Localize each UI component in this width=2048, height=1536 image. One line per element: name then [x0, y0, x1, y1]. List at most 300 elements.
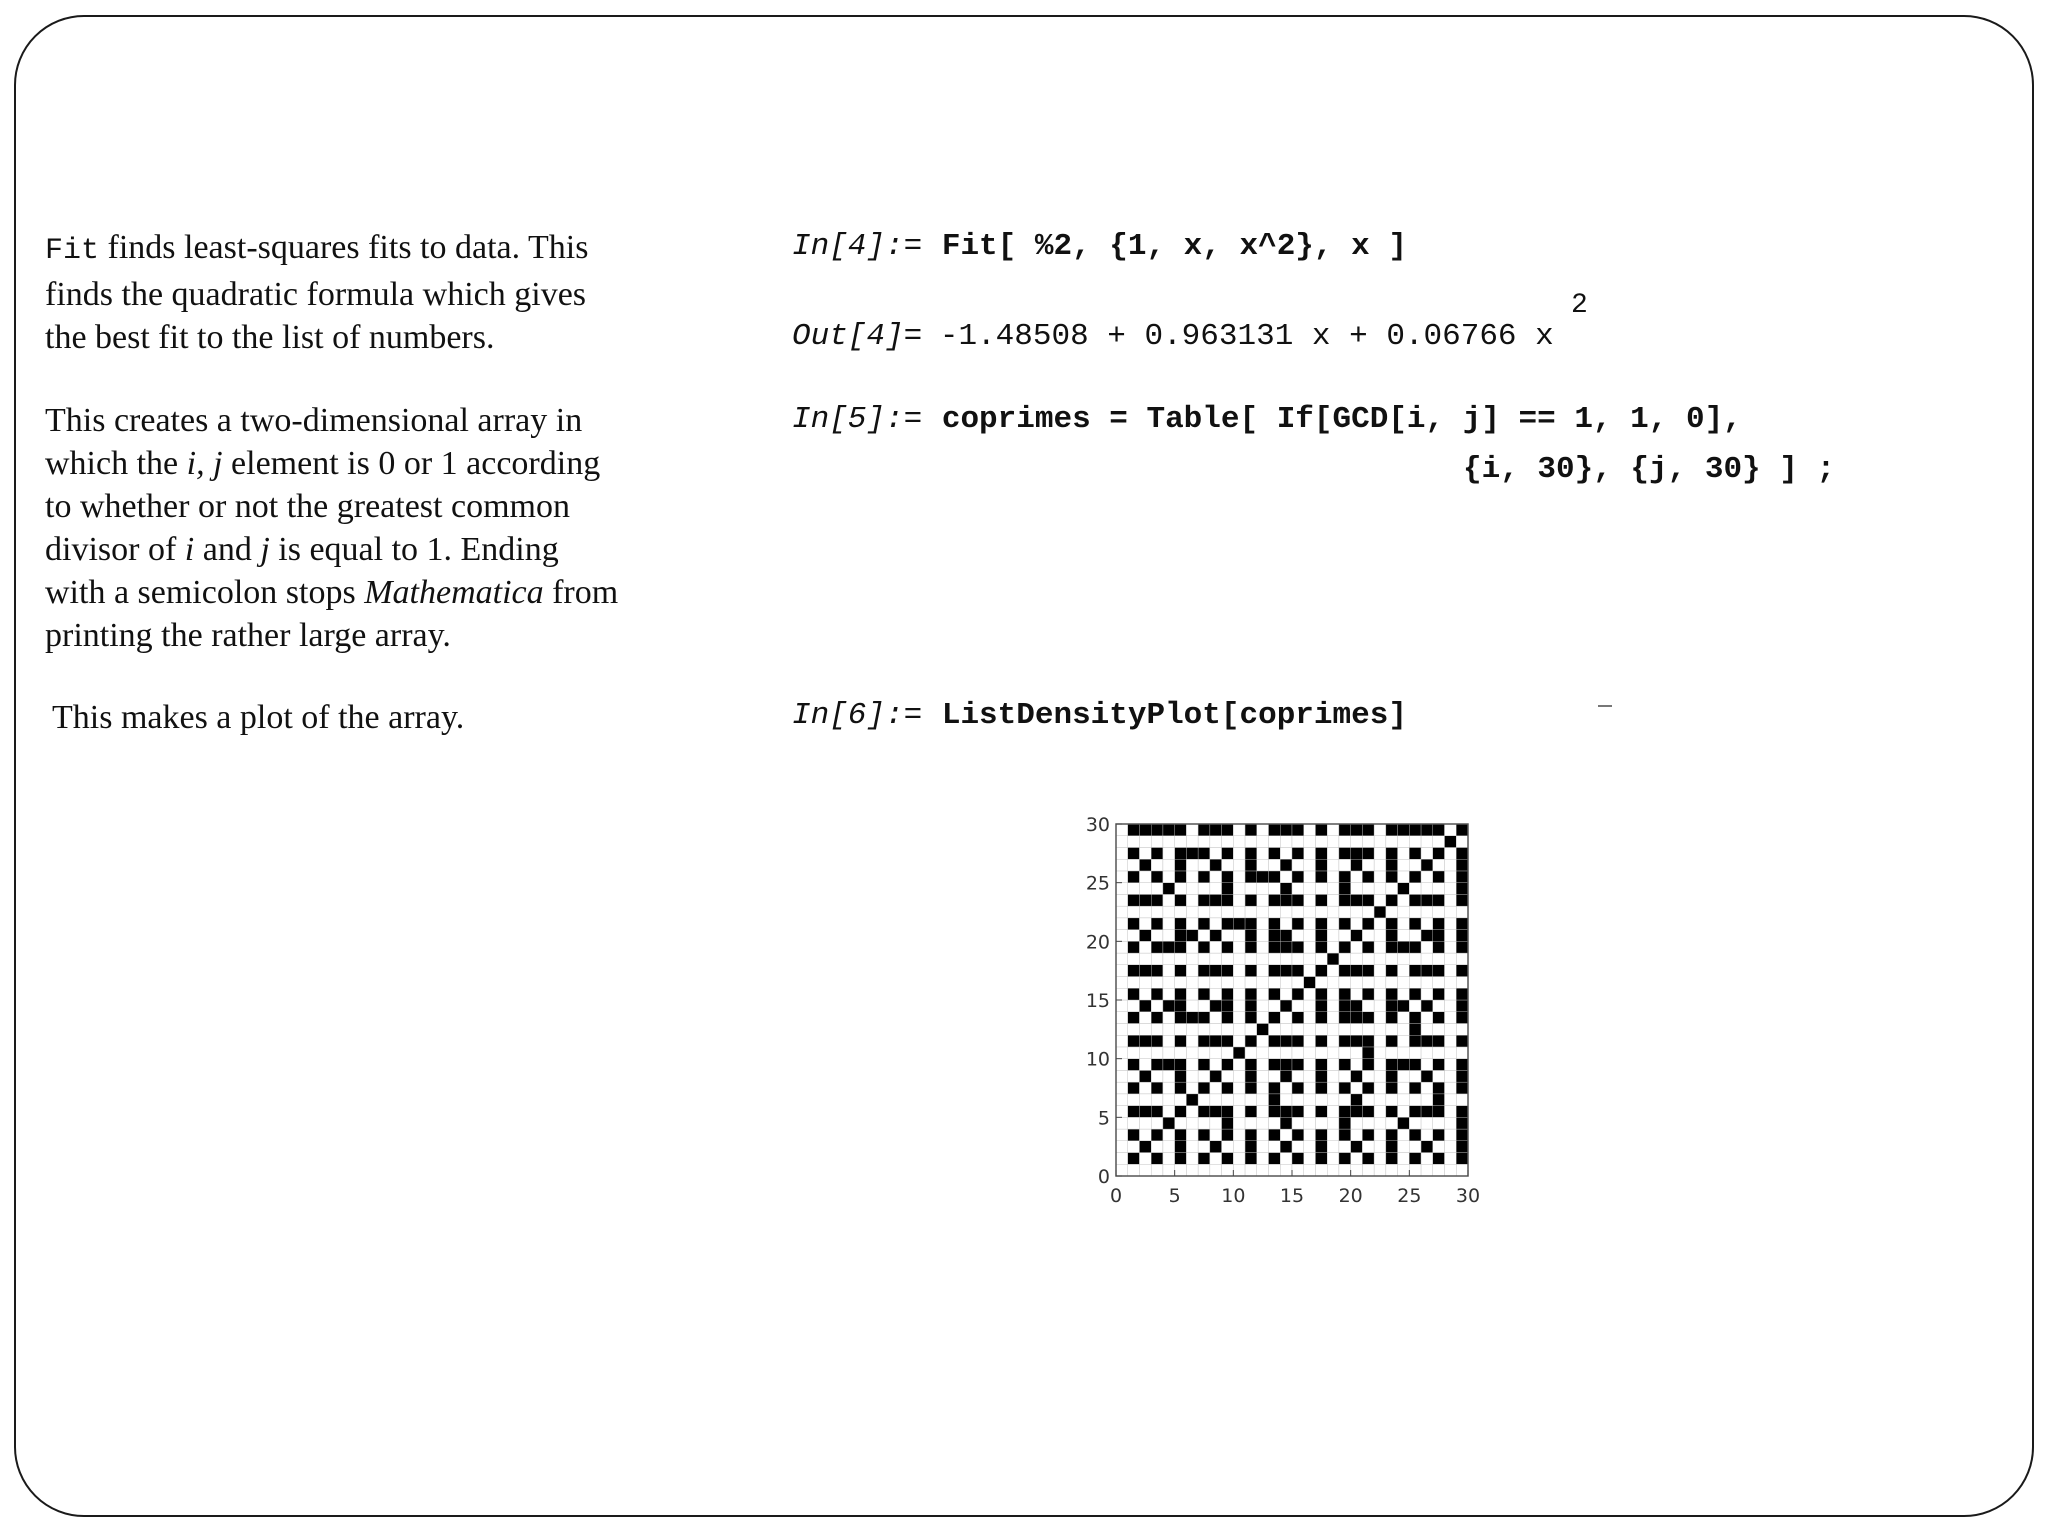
- heatmap-cell: [1386, 906, 1398, 918]
- heatmap-cell: [1222, 1117, 1234, 1129]
- heatmap-cell: [1386, 1000, 1398, 1012]
- heatmap-cell: [1339, 965, 1351, 977]
- heatmap-cell: [1139, 988, 1151, 1000]
- heatmap-cell: [1175, 1059, 1187, 1071]
- heatmap-cell: [1362, 1070, 1374, 1082]
- heatmap-cell: [1116, 1012, 1128, 1024]
- heatmap-cell: [1327, 1070, 1339, 1082]
- heatmap-cell: [1351, 953, 1363, 965]
- heatmap-cell: [1245, 1094, 1257, 1106]
- heatmap-cell: [1198, 1070, 1210, 1082]
- heatmap-cell: [1175, 930, 1187, 942]
- heatmap-cell: [1351, 965, 1363, 977]
- heatmap-cell: [1433, 988, 1445, 1000]
- heatmap-cell: [1163, 1035, 1175, 1047]
- heatmap-cell: [1409, 871, 1421, 883]
- heatmap-cell: [1116, 1070, 1128, 1082]
- heatmap-cell: [1374, 894, 1386, 906]
- heatmap-cell: [1386, 824, 1398, 836]
- heatmap-cell: [1210, 1141, 1222, 1153]
- heatmap-cell: [1128, 894, 1140, 906]
- heatmap-cell: [1198, 871, 1210, 883]
- heatmap-cell: [1198, 1047, 1210, 1059]
- heatmap-cell: [1292, 988, 1304, 1000]
- y-tick-label: 20: [1085, 931, 1110, 954]
- heatmap-cell: [1304, 883, 1316, 895]
- heatmap-cell: [1398, 836, 1410, 848]
- heatmap-cell: [1163, 871, 1175, 883]
- heatmap-cell: [1433, 871, 1445, 883]
- heatmap-cell: [1327, 1117, 1339, 1129]
- heatmap-cell: [1163, 1023, 1175, 1035]
- heatmap-cell: [1362, 1035, 1374, 1047]
- input-cell-6[interactable]: [792, 698, 1407, 733]
- heatmap-cell: [1163, 1000, 1175, 1012]
- heatmap-cell: [1163, 941, 1175, 953]
- heatmap-cell: [1151, 1047, 1163, 1059]
- heatmap-cell: [1269, 1153, 1281, 1165]
- heatmap-cell: [1362, 847, 1374, 859]
- heatmap-cell: [1269, 1047, 1281, 1059]
- heatmap-cell: [1351, 871, 1363, 883]
- heatmap-cell: [1398, 977, 1410, 989]
- heatmap-cell: [1445, 988, 1457, 1000]
- heatmap-cell: [1351, 1141, 1363, 1153]
- heatmap-cell: [1421, 1059, 1433, 1071]
- heatmap-cell: [1128, 1012, 1140, 1024]
- heatmap-cell: [1198, 988, 1210, 1000]
- heatmap-cell: [1386, 1129, 1398, 1141]
- heatmap-cell: [1362, 965, 1374, 977]
- heatmap-cell: [1257, 930, 1269, 942]
- heatmap-cell: [1304, 1023, 1316, 1035]
- heatmap-cell: [1304, 1047, 1316, 1059]
- heatmap-cell: [1445, 918, 1457, 930]
- heatmap-cell: [1292, 941, 1304, 953]
- heatmap-cell: [1151, 1012, 1163, 1024]
- description-run: This makes a plot of the array.: [52, 699, 465, 736]
- heatmap-cell: [1151, 1117, 1163, 1129]
- heatmap-cell: [1456, 930, 1468, 942]
- heatmap-cell: [1398, 824, 1410, 836]
- heatmap-cell: [1445, 906, 1457, 918]
- heatmap-cell: [1304, 1094, 1316, 1106]
- heatmap-cell: [1374, 824, 1386, 836]
- heatmap-cell: [1186, 1153, 1198, 1165]
- heatmap-cell: [1139, 894, 1151, 906]
- heatmap-cell: [1409, 918, 1421, 930]
- heatmap-cell: [1116, 1082, 1128, 1094]
- heatmap-cell: [1327, 1129, 1339, 1141]
- heatmap-cell: [1151, 1059, 1163, 1071]
- heatmap-cell: [1351, 1117, 1363, 1129]
- heatmap-cell: [1315, 836, 1327, 848]
- heatmap-cell: [1362, 1141, 1374, 1153]
- heatmap-cell: [1315, 1000, 1327, 1012]
- heatmap-cell: [1151, 847, 1163, 859]
- heatmap-cell: [1198, 1094, 1210, 1106]
- heatmap-cell: [1456, 871, 1468, 883]
- input-cell-4[interactable]: [792, 229, 1407, 264]
- heatmap-cell: [1386, 1106, 1398, 1118]
- heatmap-cell: [1456, 1035, 1468, 1047]
- heatmap-cell: [1245, 1106, 1257, 1118]
- heatmap-cell: [1257, 1129, 1269, 1141]
- x-tick-label: 10: [1221, 1185, 1246, 1207]
- heatmap-cell: [1257, 883, 1269, 895]
- heatmap-cell: [1339, 1000, 1351, 1012]
- heatmap-cell: [1257, 1023, 1269, 1035]
- heatmap-cell: [1292, 883, 1304, 895]
- heatmap-cell: [1116, 1129, 1128, 1141]
- x-tick-label: 5: [1168, 1185, 1181, 1207]
- heatmap-cell: [1421, 1164, 1433, 1176]
- input-code: ListDensityPlot[coprimes]: [941, 698, 1407, 733]
- x-tick-label: 0: [1109, 1185, 1123, 1207]
- heatmap-cell: [1362, 941, 1374, 953]
- heatmap-cell: [1116, 894, 1128, 906]
- input-cell-5[interactable]: [792, 402, 1742, 437]
- heatmap-cell: [1210, 836, 1222, 848]
- heatmap-cell: [1257, 859, 1269, 871]
- heatmap-cell: [1421, 941, 1433, 953]
- heatmap-cell: [1374, 1000, 1386, 1012]
- heatmap-cell: [1292, 1023, 1304, 1035]
- heatmap-cell: [1315, 965, 1327, 977]
- heatmap-cell: [1210, 1023, 1222, 1035]
- heatmap-cell: [1198, 930, 1210, 942]
- heatmap-cell: [1163, 883, 1175, 895]
- heatmap-cell: [1280, 1153, 1292, 1165]
- heatmap-cell: [1292, 836, 1304, 848]
- heatmap-cell: [1222, 847, 1234, 859]
- heatmap-cell: [1257, 1141, 1269, 1153]
- heatmap-cell: [1198, 1035, 1210, 1047]
- heatmap-cell: [1245, 871, 1257, 883]
- heatmap-cell: [1186, 977, 1198, 989]
- heatmap-cell: [1257, 836, 1269, 848]
- heatmap-cell: [1269, 1117, 1281, 1129]
- heatmap-cell: [1292, 965, 1304, 977]
- heatmap-cell: [1269, 1164, 1281, 1176]
- heatmap-cell: [1257, 1059, 1269, 1071]
- heatmap-cell: [1445, 1164, 1457, 1176]
- heatmap-cell: [1163, 1106, 1175, 1118]
- heatmap-cell: [1315, 883, 1327, 895]
- heatmap-cell: [1445, 883, 1457, 895]
- heatmap-cell: [1398, 1141, 1410, 1153]
- heatmap-cell: [1339, 988, 1351, 1000]
- heatmap-cell: [1175, 941, 1187, 953]
- heatmap-cell: [1421, 965, 1433, 977]
- heatmap-cell: [1421, 988, 1433, 1000]
- heatmap-cell: [1339, 824, 1351, 836]
- heatmap-cell: [1233, 1082, 1245, 1094]
- heatmap-cell: [1269, 1059, 1281, 1071]
- heatmap-cell: [1386, 1047, 1398, 1059]
- heatmap-cell: [1386, 1012, 1398, 1024]
- heatmap-cell: [1175, 859, 1187, 871]
- heatmap-cell: [1456, 1070, 1468, 1082]
- heatmap-cell: [1409, 1070, 1421, 1082]
- heatmap-cell: [1433, 824, 1445, 836]
- heatmap-cell: [1128, 871, 1140, 883]
- heatmap-cell: [1456, 1023, 1468, 1035]
- heatmap-cell: [1186, 859, 1198, 871]
- x-tick-label: 20: [1338, 1185, 1363, 1207]
- heatmap-cell: [1245, 1047, 1257, 1059]
- heatmap-cell: [1433, 1059, 1445, 1071]
- heatmap-cell: [1421, 871, 1433, 883]
- heatmap-cell: [1198, 859, 1210, 871]
- heatmap-cell: [1116, 1141, 1128, 1153]
- heatmap-cell: [1186, 1000, 1198, 1012]
- plot-description-text: [52, 696, 464, 739]
- heatmap-cell: [1362, 1106, 1374, 1118]
- heatmap-cell: [1116, 1164, 1128, 1176]
- heatmap-cell: [1315, 1106, 1327, 1118]
- heatmap-cell: [1433, 1153, 1445, 1165]
- heatmap-cell: [1315, 906, 1327, 918]
- heatmap-cell: [1456, 1094, 1468, 1106]
- heatmap-cell: [1374, 1106, 1386, 1118]
- heatmap-cell: [1409, 1129, 1421, 1141]
- heatmap-cell: [1245, 836, 1257, 848]
- heatmap-cell: [1280, 1070, 1292, 1082]
- heatmap-cell: [1198, 883, 1210, 895]
- heatmap-cell: [1386, 1035, 1398, 1047]
- heatmap-cell: [1421, 883, 1433, 895]
- description-run: i, j: [186, 445, 223, 482]
- heatmap-cell: [1175, 906, 1187, 918]
- heatmap-cell: [1210, 871, 1222, 883]
- heatmap-cell: [1386, 883, 1398, 895]
- heatmap-cell: [1445, 1129, 1457, 1141]
- heatmap-cell: [1163, 1047, 1175, 1059]
- heatmap-cell: [1175, 1117, 1187, 1129]
- heatmap-cell: [1339, 918, 1351, 930]
- heatmap-cell: [1139, 1047, 1151, 1059]
- heatmap-cell: [1186, 953, 1198, 965]
- heatmap-cell: [1269, 918, 1281, 930]
- heatmap-cell: [1339, 1164, 1351, 1176]
- heatmap-cell: [1198, 906, 1210, 918]
- heatmap-cell: [1292, 1153, 1304, 1165]
- heatmap-cell: [1245, 1082, 1257, 1094]
- heatmap-cell: [1292, 859, 1304, 871]
- heatmap-cell: [1456, 1059, 1468, 1071]
- heatmap-cell: [1280, 988, 1292, 1000]
- heatmap-cell: [1233, 1035, 1245, 1047]
- heatmap-cell: [1315, 1129, 1327, 1141]
- heatmap-cell: [1128, 1059, 1140, 1071]
- heatmap-cell: [1456, 941, 1468, 953]
- heatmap-cell: [1445, 1000, 1457, 1012]
- heatmap-cell: [1315, 1035, 1327, 1047]
- heatmap-cell: [1210, 1094, 1222, 1106]
- heatmap-cell: [1327, 1035, 1339, 1047]
- heatmap-cell: [1222, 1153, 1234, 1165]
- heatmap-cell: [1398, 883, 1410, 895]
- heatmap-cell: [1128, 1164, 1140, 1176]
- heatmap-cell: [1386, 847, 1398, 859]
- heatmap-cell: [1398, 1070, 1410, 1082]
- heatmap-cell: [1175, 847, 1187, 859]
- heatmap-cell: [1198, 1164, 1210, 1176]
- heatmap-cell: [1163, 847, 1175, 859]
- heatmap-cell: [1233, 1047, 1245, 1059]
- heatmap-cell: [1116, 1047, 1128, 1059]
- heatmap-cell: [1362, 883, 1374, 895]
- heatmap-cell: [1233, 941, 1245, 953]
- heatmap-cell: [1257, 906, 1269, 918]
- heatmap-cell: [1374, 1094, 1386, 1106]
- heatmap-cell: [1433, 1117, 1445, 1129]
- heatmap-cell: [1257, 918, 1269, 930]
- description-run: with a semicolon stops: [45, 574, 365, 611]
- plot-description: [52, 696, 464, 739]
- description-run: j: [260, 531, 270, 568]
- heatmap-cell: [1257, 1164, 1269, 1176]
- description-run: which the: [45, 445, 187, 482]
- heatmap-cell: [1292, 1070, 1304, 1082]
- heatmap-cell: [1433, 894, 1445, 906]
- heatmap-cell: [1139, 871, 1151, 883]
- heatmap-cell: [1351, 1153, 1363, 1165]
- heatmap-cell: [1456, 836, 1468, 848]
- heatmap-cell: [1433, 1164, 1445, 1176]
- heatmap-cell: [1175, 965, 1187, 977]
- heatmap-cell: [1362, 953, 1374, 965]
- heatmap-cell: [1151, 1082, 1163, 1094]
- heatmap-cell: [1280, 1106, 1292, 1118]
- output-exponent: 2: [1571, 290, 1588, 321]
- description-run: Mathematica: [364, 574, 544, 611]
- heatmap-cell: [1151, 1106, 1163, 1118]
- heatmap-cell: [1222, 1164, 1234, 1176]
- heatmap-cell: [1292, 977, 1304, 989]
- heatmap-cell: [1245, 894, 1257, 906]
- heatmap-cell: [1210, 988, 1222, 1000]
- heatmap-cell: [1445, 894, 1457, 906]
- heatmap-cell: [1445, 1047, 1457, 1059]
- heatmap-cell: [1257, 1035, 1269, 1047]
- heatmap-cell: [1139, 847, 1151, 859]
- heatmap-cell: [1116, 930, 1128, 942]
- heatmap-cell: [1186, 1047, 1198, 1059]
- heatmap-cell: [1210, 1106, 1222, 1118]
- heatmap-cell: [1163, 1129, 1175, 1141]
- heatmap-cell: [1210, 1000, 1222, 1012]
- heatmap-cell: [1198, 1106, 1210, 1118]
- heatmap-cell: [1456, 1000, 1468, 1012]
- heatmap-cell: [1175, 977, 1187, 989]
- heatmap-cell: [1280, 894, 1292, 906]
- heatmap-cell: [1292, 1094, 1304, 1106]
- heatmap-cell: [1280, 941, 1292, 953]
- description-run: printing the rather large array.: [45, 617, 451, 654]
- heatmap-cell: [1151, 977, 1163, 989]
- input-prompt: In[6]:=: [792, 698, 923, 733]
- heatmap-cell: [1186, 965, 1198, 977]
- heatmap-cell: [1315, 1059, 1327, 1071]
- heatmap-cell: [1257, 965, 1269, 977]
- heatmap-cell: [1222, 953, 1234, 965]
- heatmap-cell: [1151, 1035, 1163, 1047]
- heatmap-cell: [1304, 1164, 1316, 1176]
- heatmap-cell: [1445, 1106, 1457, 1118]
- heatmap-cell: [1116, 1000, 1128, 1012]
- heatmap-cell: [1315, 894, 1327, 906]
- heatmap-cell: [1304, 836, 1316, 848]
- heatmap-cell: [1327, 824, 1339, 836]
- heatmap-cell: [1374, 1070, 1386, 1082]
- heatmap-cell: [1222, 930, 1234, 942]
- heatmap-cell: [1257, 871, 1269, 883]
- heatmap-cell: [1257, 977, 1269, 989]
- heatmap-cell: [1269, 1000, 1281, 1012]
- heatmap-cell: [1222, 1141, 1234, 1153]
- heatmap-cell: [1186, 883, 1198, 895]
- heatmap-cell: [1233, 977, 1245, 989]
- heatmap-cell: [1433, 1000, 1445, 1012]
- heatmap-cell: [1445, 1153, 1457, 1165]
- heatmap-cell: [1304, 1153, 1316, 1165]
- heatmap-cell: [1175, 1153, 1187, 1165]
- heatmap-cell: [1374, 1035, 1386, 1047]
- input-code-line-1: coprimes = Table[ If[GCD[i, j] == 1, 1, 0],: [941, 402, 1742, 437]
- heatmap-cell: [1339, 836, 1351, 848]
- heatmap-cell: [1233, 1106, 1245, 1118]
- description-run: finds the quadratic formula which gives: [45, 276, 587, 313]
- heatmap-cell: [1269, 1035, 1281, 1047]
- heatmap-cell: [1233, 953, 1245, 965]
- heatmap-cell: [1327, 871, 1339, 883]
- heatmap-cell: [1433, 906, 1445, 918]
- heatmap-cell: [1292, 894, 1304, 906]
- heatmap-cell: [1128, 965, 1140, 977]
- x-tick-label: 15: [1279, 1185, 1305, 1207]
- heatmap-cell: [1351, 1094, 1363, 1106]
- heatmap-cell: [1210, 1129, 1222, 1141]
- heatmap-cell: [1386, 859, 1398, 871]
- heatmap-cell: [1374, 953, 1386, 965]
- heatmap-cell: [1304, 988, 1316, 1000]
- heatmap-cell: [1456, 824, 1468, 836]
- heatmap-cell: [1222, 1012, 1234, 1024]
- heatmap-cell: [1139, 1059, 1151, 1071]
- heatmap-cell: [1280, 1023, 1292, 1035]
- heatmap-cell: [1339, 1023, 1351, 1035]
- heatmap-cell: [1233, 859, 1245, 871]
- heatmap-cell: [1421, 1000, 1433, 1012]
- heatmap-cell: [1456, 977, 1468, 989]
- heatmap-cell: [1374, 871, 1386, 883]
- heatmap-cell: [1163, 1117, 1175, 1129]
- heatmap-cell: [1433, 847, 1445, 859]
- heatmap-cell: [1163, 1082, 1175, 1094]
- heatmap-cell: [1151, 859, 1163, 871]
- heatmap-cell: [1456, 1141, 1468, 1153]
- heatmap-cell: [1315, 1070, 1327, 1082]
- heatmap-cell: [1128, 906, 1140, 918]
- heatmap-cell: [1362, 988, 1374, 1000]
- heatmap-cell: [1116, 871, 1128, 883]
- heatmap-cell: [1163, 1094, 1175, 1106]
- heatmap-cell: [1351, 1106, 1363, 1118]
- heatmap-cell: [1280, 836, 1292, 848]
- heatmap-cell: [1210, 1164, 1222, 1176]
